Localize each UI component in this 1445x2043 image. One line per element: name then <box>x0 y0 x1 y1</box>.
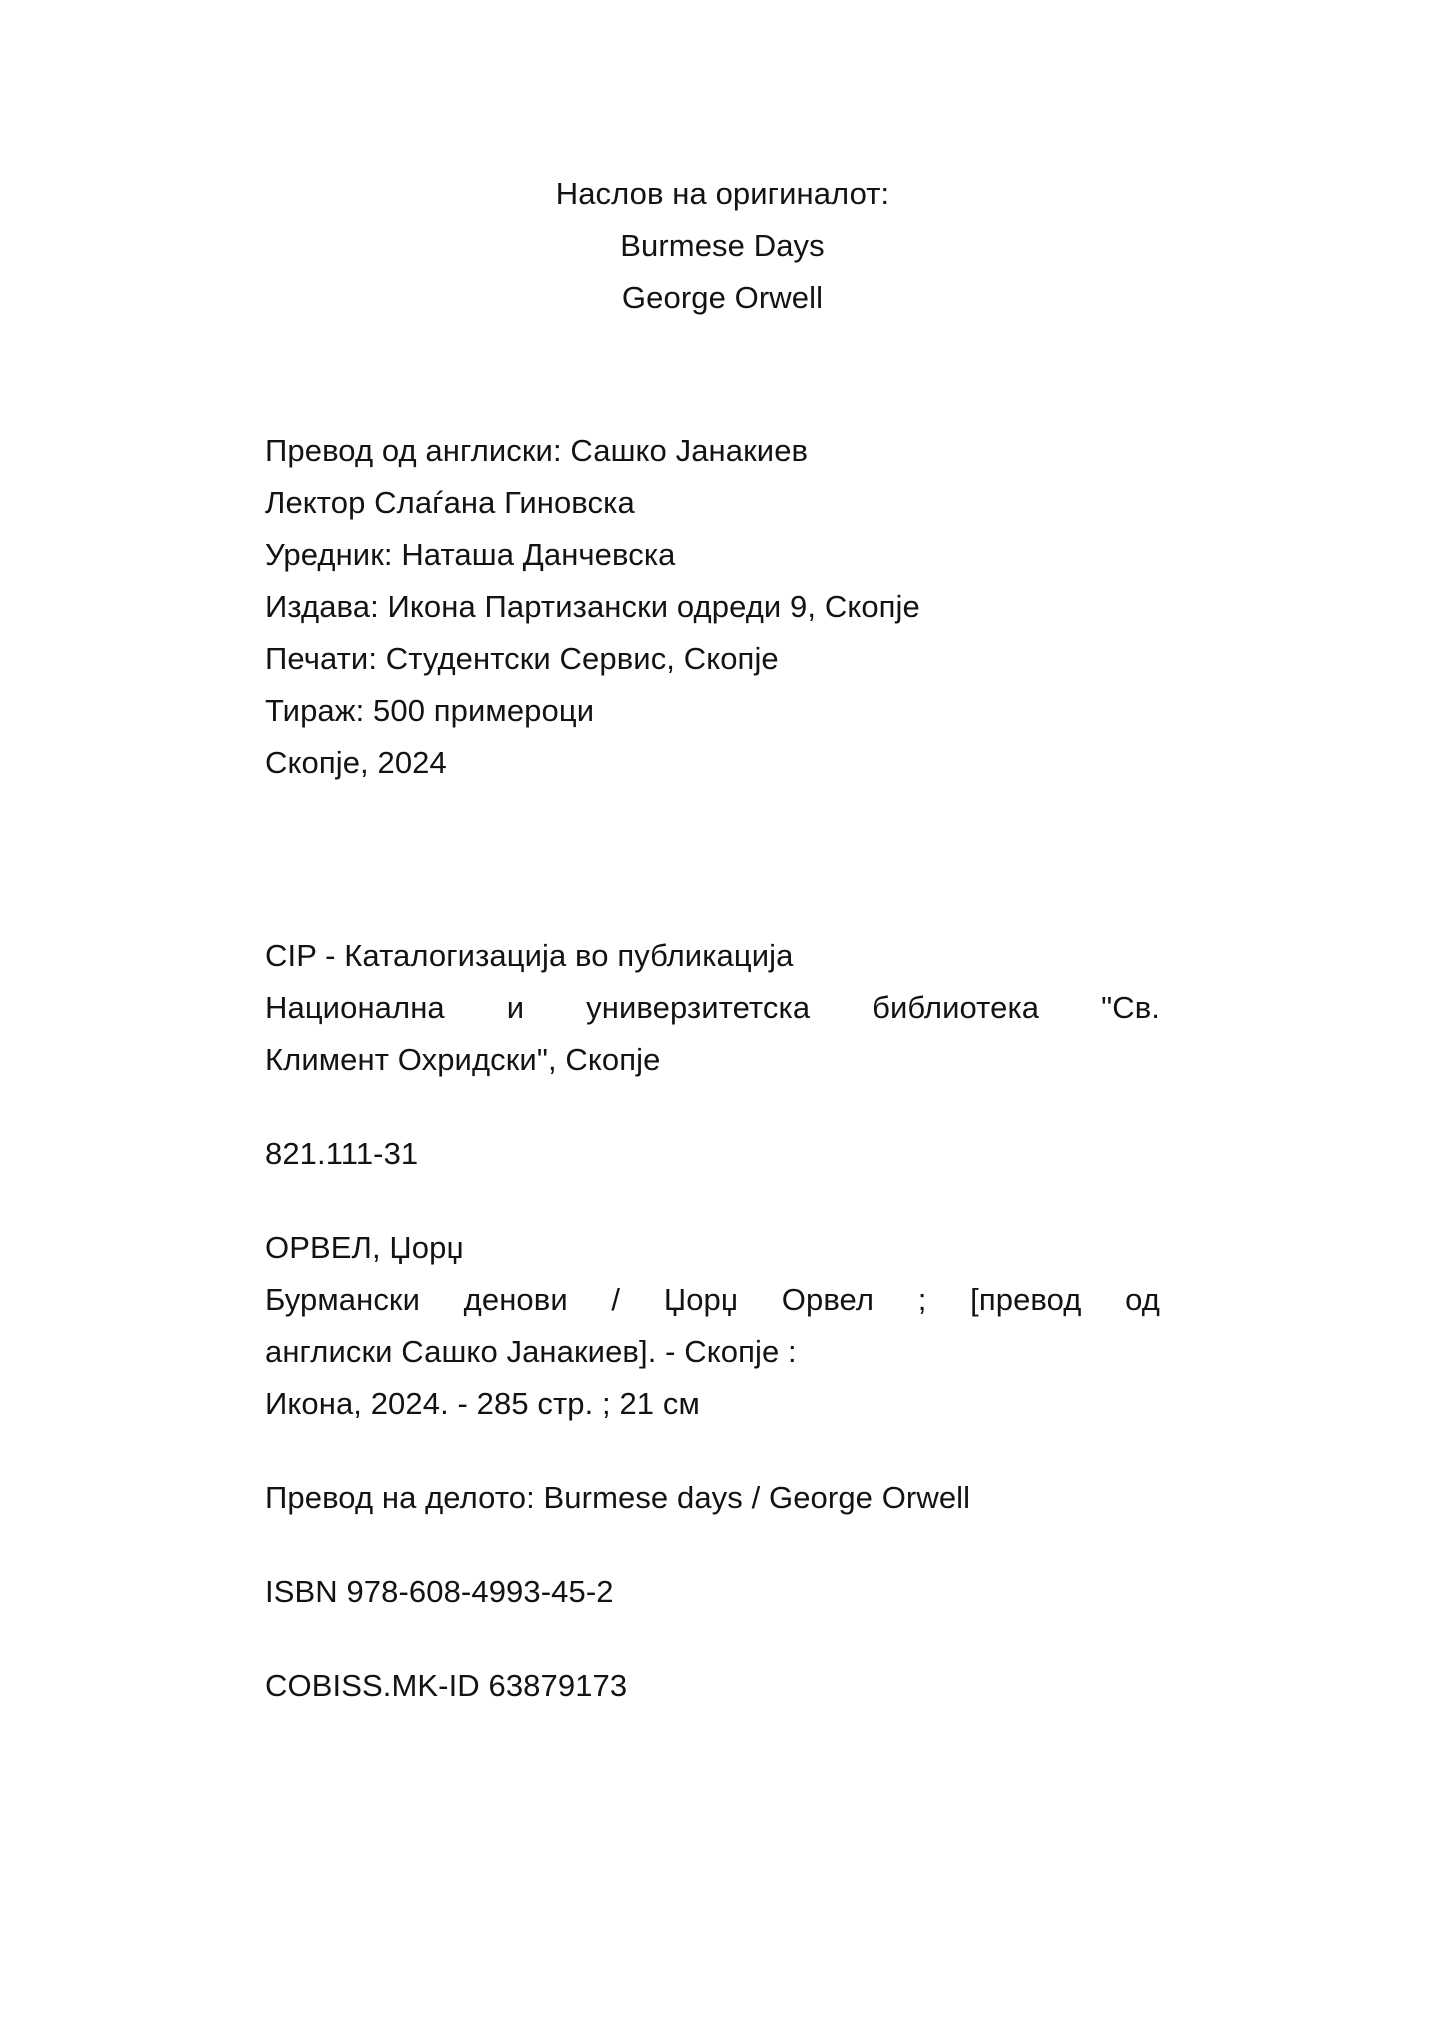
cip-author-heading: ОРВЕЛ, Џорџ <box>265 1230 464 1265</box>
proofreader-credit: Лектор Слаѓана Гиновска <box>265 485 635 520</box>
translator-credit: Превод од англиски: Сашко Јанакиев <box>265 433 809 468</box>
original-title-label: Наслов на оригиналот: <box>555 176 890 211</box>
cip-library-line-2: Климент Охридски", Скопје <box>265 1042 661 1077</box>
original-author: George Orwell <box>621 280 824 315</box>
print-run: Тираж: 500 примероци <box>265 693 595 728</box>
cip-isbn: ISBN 978-608-4993-45-2 <box>265 1574 614 1609</box>
original-title-block <box>0 168 1445 324</box>
cip-translation-note: Превод на делото: Burmese days / George Orwell <box>265 1480 971 1515</box>
cip-title-statement-line-1: Бурмански денови / Џорџ Орвел ; [превод од <box>265 1282 1160 1317</box>
cip-note-group <box>265 1472 1160 1524</box>
cip-cobiss-group <box>265 1660 1160 1712</box>
place-and-year: Скопје, 2024 <box>265 745 447 780</box>
original-title: Burmese Days <box>620 228 825 263</box>
cip-heading: CIP - Каталогизација во публикација <box>265 938 794 973</box>
cip-isbn-group <box>265 1566 1160 1618</box>
cip-title-statement-line-2: англиски Сашко Јанакиев]. - Скопје : <box>265 1334 797 1369</box>
cip-imprint-line: Икона, 2024. - 285 стр. ; 21 см <box>265 1386 700 1421</box>
cip-udc-number: 821.111-31 <box>265 1136 419 1171</box>
cip-cobiss-id: COBISS.MK-ID 63879173 <box>265 1668 628 1703</box>
cip-library-group <box>265 930 1160 1086</box>
publisher-credit: Издава: Икона Партизански одреди 9, Скопје <box>265 589 920 624</box>
editor-credit: Уредник: Наташа Данчевска <box>265 537 676 572</box>
cip-description-group <box>265 1222 1160 1430</box>
cip-udc-group <box>265 1128 1160 1180</box>
cip-record <box>265 930 1160 1712</box>
cip-library-line-1: Национална и универзитетска библиотека "Св. <box>265 990 1160 1025</box>
printer-credit: Печати: Студентски Сервис, Скопје <box>265 641 779 676</box>
imprint-block <box>265 425 1165 789</box>
